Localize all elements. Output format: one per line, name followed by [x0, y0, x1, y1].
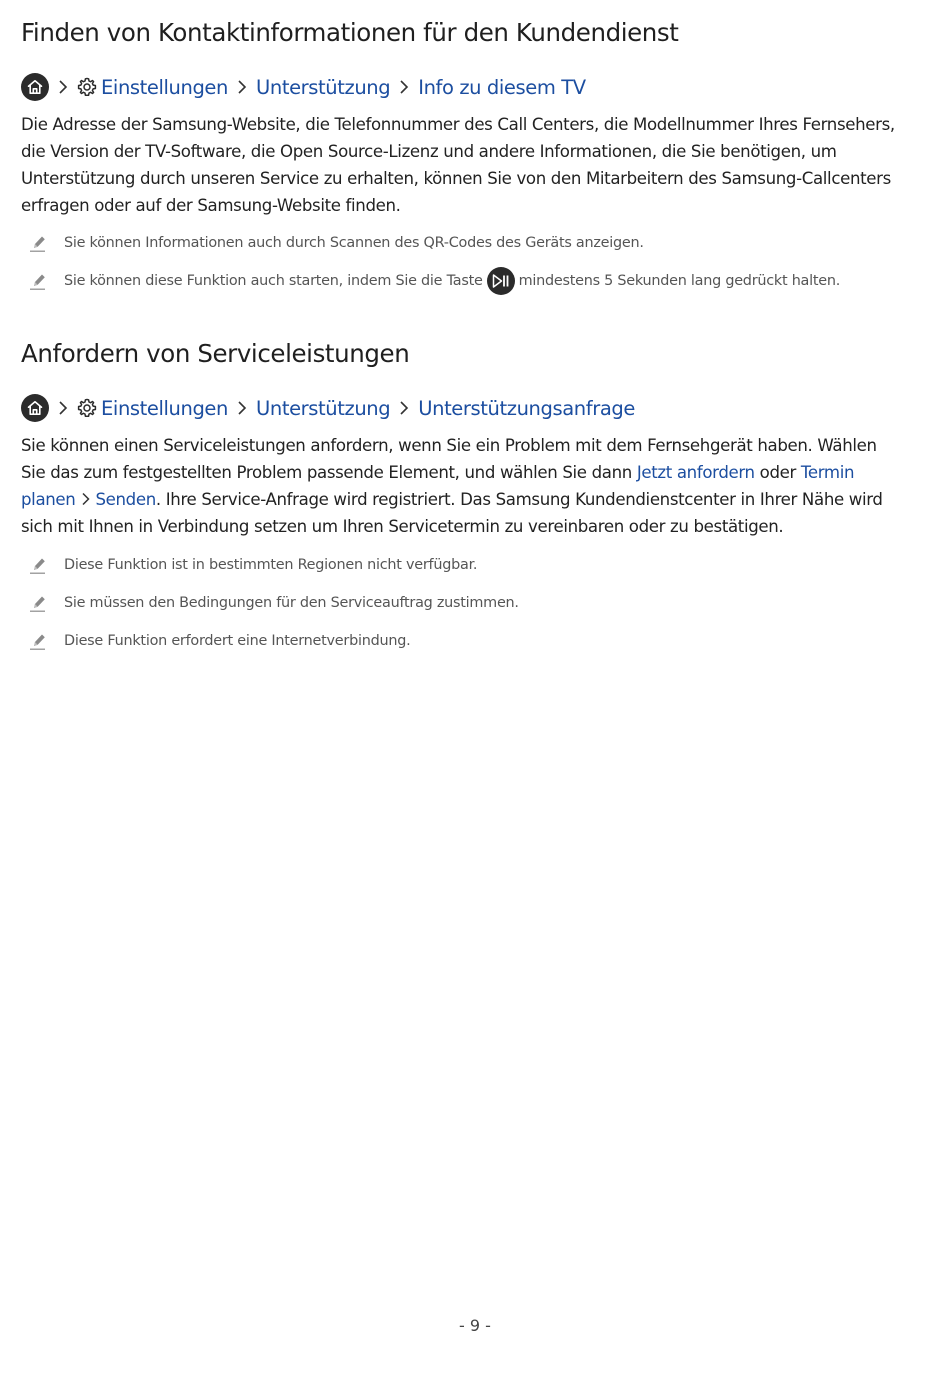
- chevron-right-icon: [81, 487, 91, 501]
- note: [21, 628, 410, 654]
- breadcrumb-item-einstellungen[interactable]: Einstellungen: [101, 75, 228, 99]
- breadcrumb: [21, 72, 586, 102]
- chevron-right-icon: [237, 400, 247, 416]
- chevron-right-icon: [58, 400, 68, 416]
- link-jetzt-anfordern[interactable]: Jetzt anfordern: [636, 463, 755, 482]
- breadcrumb-item-einstellungen[interactable]: Einstellungen: [101, 396, 228, 420]
- breadcrumb-item-unterstuetzung[interactable]: Unterstützung: [256, 396, 391, 420]
- body-text: . Ihre Service-Anfrage wird registriert. Das Samsung Kundendienstcenter in Ihrer Nähe wird sich mit Ihnen in Verbindung setzen um Ihren Servicetermin zu vereinbaren oder zu bestätigen.: [21, 490, 883, 536]
- play-pause-icon: [487, 267, 515, 295]
- pencil-icon: [28, 631, 48, 651]
- pencil-icon: [28, 555, 48, 575]
- body-paragraph: [21, 432, 901, 540]
- note-text-before: Sie können diese Funktion auch starten, indem Sie die Taste: [64, 273, 483, 289]
- breadcrumb: [21, 393, 635, 423]
- gear-icon: [77, 398, 97, 418]
- chevron-right-icon: [237, 79, 247, 95]
- note-text-after: mindestens 5 Sekunden lang gedrückt halten.: [518, 273, 841, 289]
- body-paragraph: Die Adresse der Samsung-Website, die Telefonnummer des Call Centers, die Modellnummer Ihres Fernsehers, die Version der TV-Software, die Open Source-Lizenz und andere Informationen, die Sie benötigen, um Unterstützung durch unseren Service zu erhalten, können Sie von den Mitarbeitern des Samsung-Callcenters erfragen oder auf der Samsung-Website finden.: [21, 115, 895, 215]
- pencil-icon: [28, 593, 48, 613]
- note: [21, 552, 477, 578]
- breadcrumb-item-info-zu-diesem-tv[interactable]: Info zu diesem TV: [418, 75, 586, 99]
- home-icon[interactable]: [21, 73, 49, 101]
- breadcrumb-item-unterstuetzung[interactable]: Unterstützung: [256, 75, 391, 99]
- note-text: Sie können Informationen auch durch Scannen des QR-Codes des Geräts anzeigen.: [64, 235, 644, 251]
- link-senden[interactable]: Senden: [95, 490, 156, 509]
- chevron-right-icon: [399, 400, 409, 416]
- page-number: - 9 -: [459, 1316, 491, 1335]
- body-text: oder: [754, 463, 801, 482]
- home-icon[interactable]: [21, 394, 49, 422]
- chevron-right-icon: [58, 79, 68, 95]
- note-text: Sie müssen den Bedingungen für den Serviceauftrag zustimmen.: [64, 595, 519, 611]
- note: [21, 590, 519, 616]
- breadcrumb-item-unterstuetzungsanfrage[interactable]: Unterstützungsanfrage: [418, 396, 635, 420]
- note-text: Diese Funktion erfordert eine Internetverbindung.: [64, 633, 411, 649]
- pencil-icon: [28, 271, 48, 291]
- link-termin-planen[interactable]: Termin planen: [21, 463, 855, 509]
- note: [21, 230, 644, 256]
- body-text: Sie können einen Serviceleistungen anfordern, wenn Sie ein Problem mit dem Fernsehgerät haben. Wählen Sie das zum festgestellten Problem passende Element, und wählen Sie dann: [21, 436, 877, 482]
- pencil-icon: [28, 233, 48, 253]
- gear-icon: [77, 77, 97, 97]
- chevron-right-icon: [399, 79, 409, 95]
- section-title-service: Anfordern von Serviceleistungen: [21, 339, 410, 368]
- note: [21, 268, 840, 294]
- note-text: Diese Funktion ist in bestimmten Regionen nicht verfügbar.: [64, 557, 478, 573]
- section-title-contact: Finden von Kontaktinformationen für den Kundendienst: [21, 18, 679, 47]
